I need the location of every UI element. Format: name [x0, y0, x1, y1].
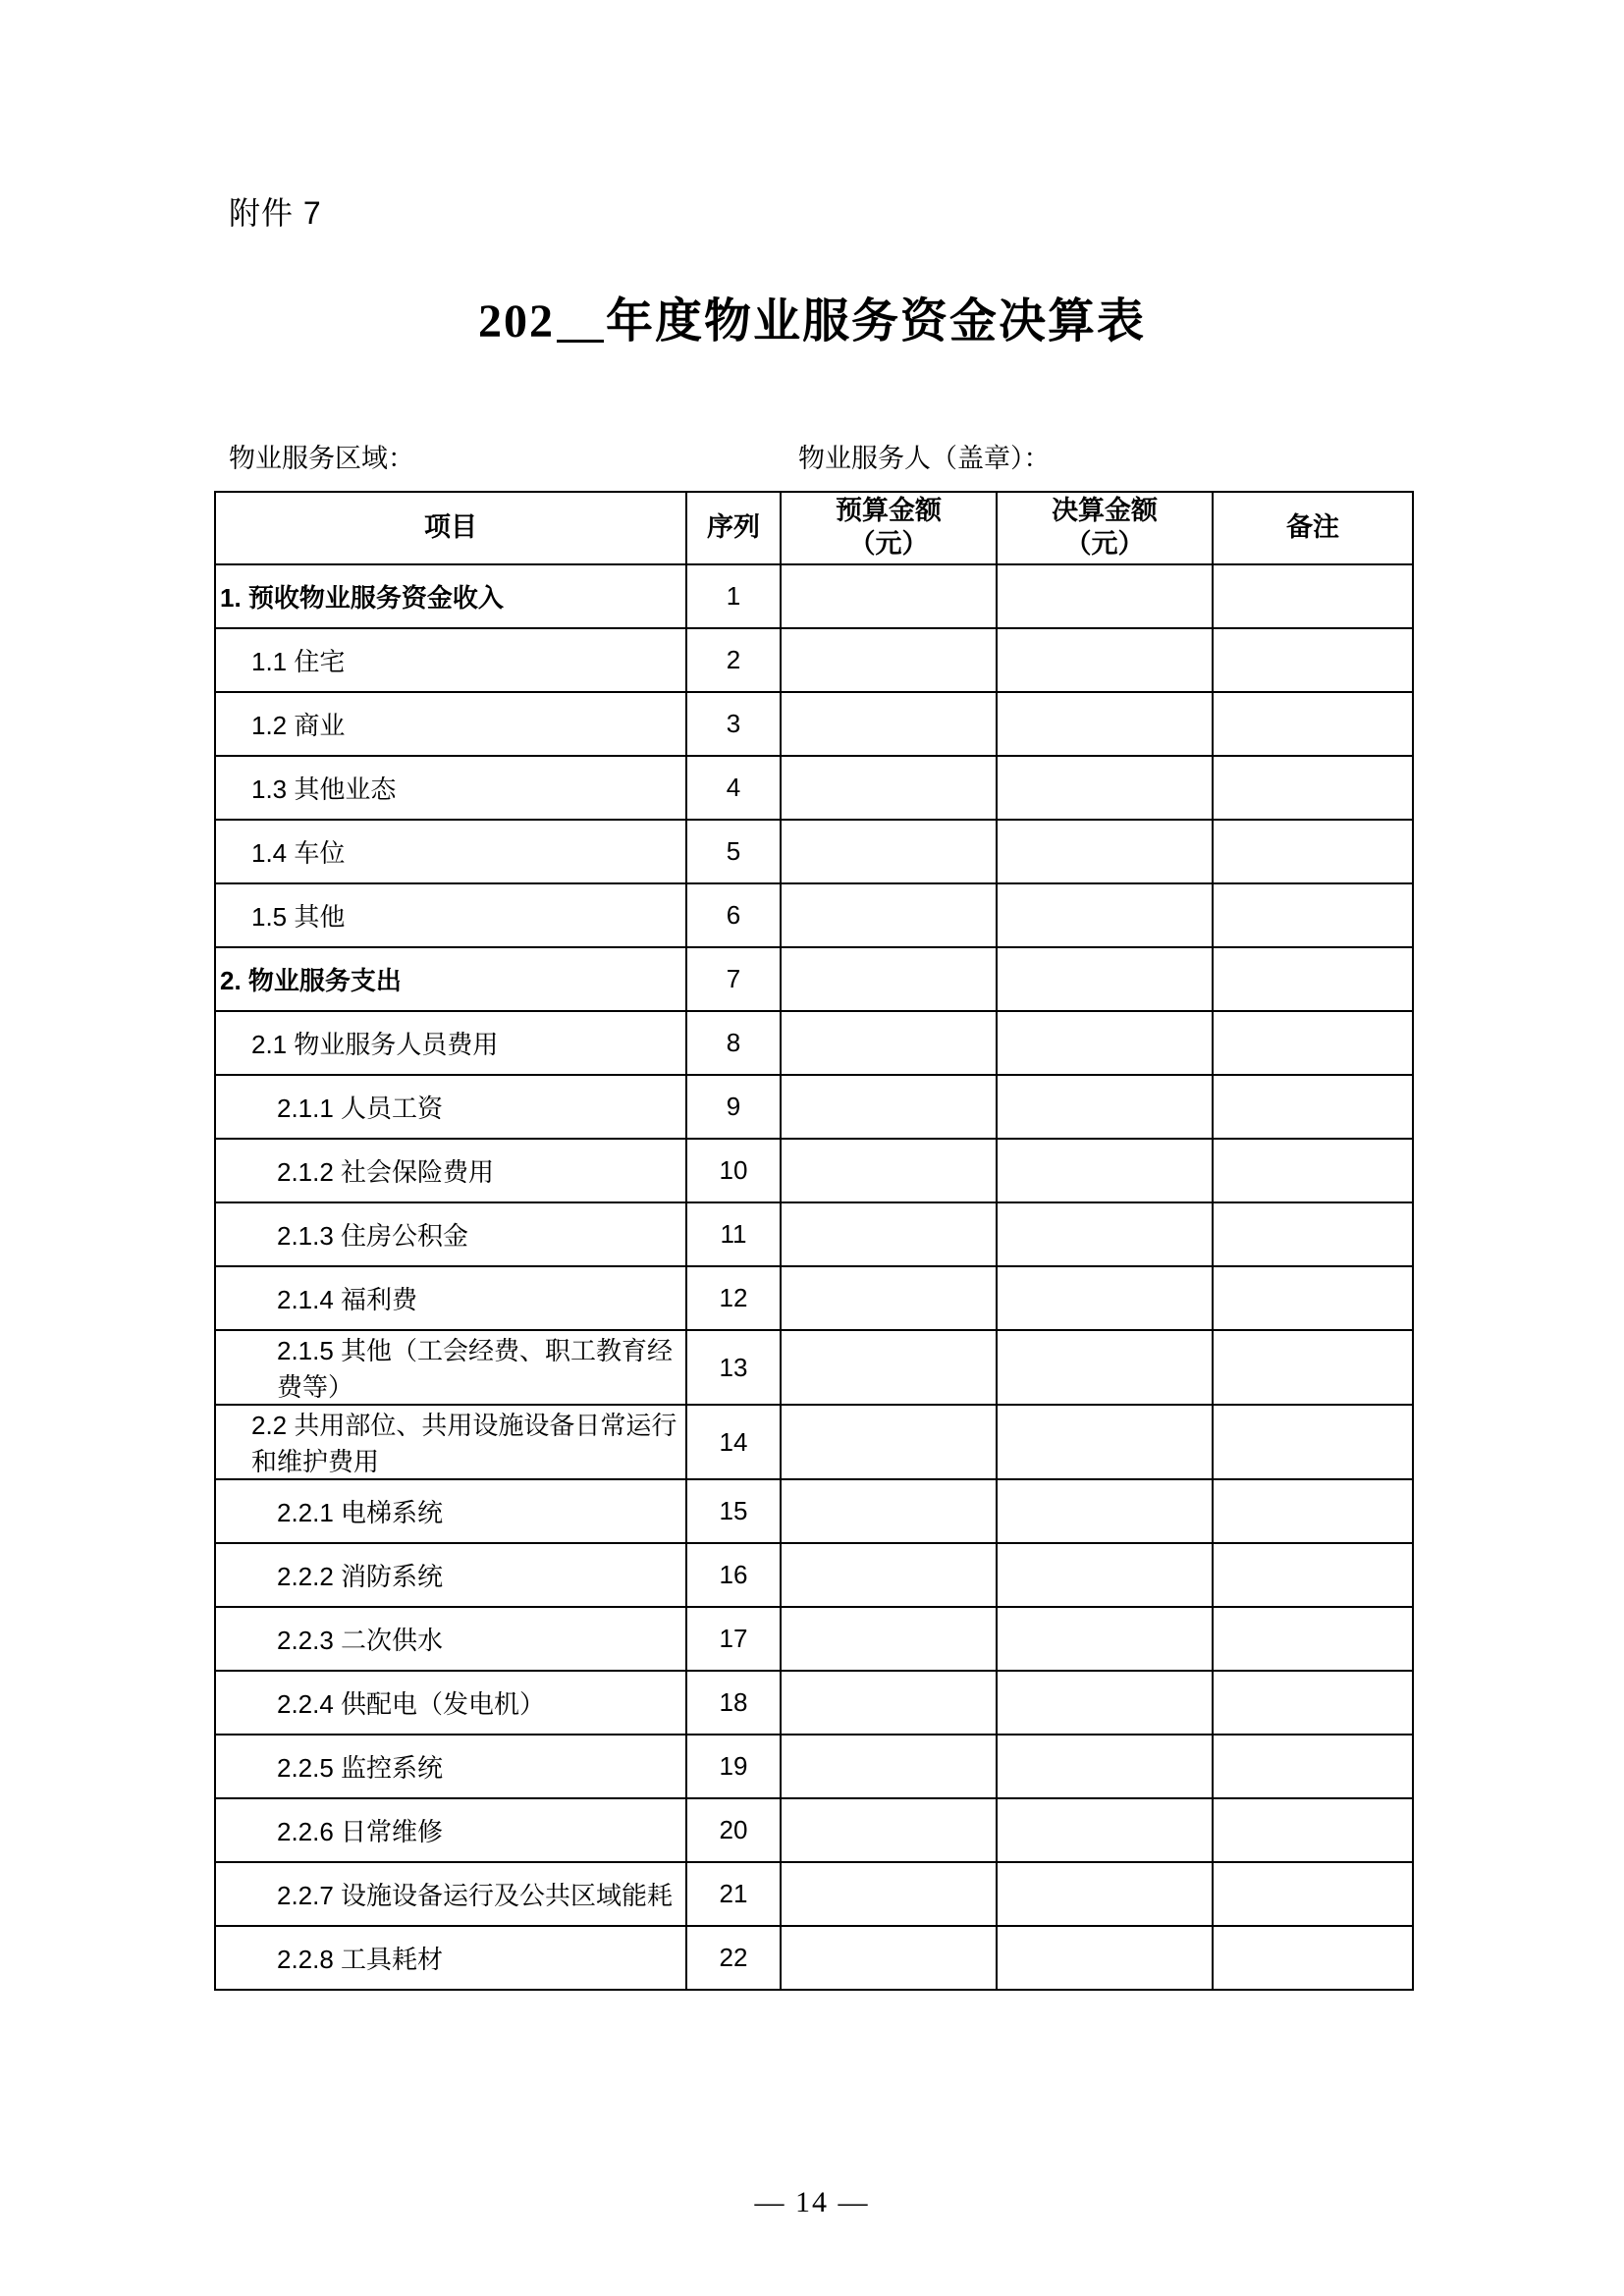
header-final-line2: （元） [1064, 529, 1145, 559]
row-budget-amount[interactable] [781, 1405, 997, 1479]
row-seq: 18 [686, 1671, 781, 1735]
row-budget-amount[interactable] [781, 1011, 997, 1075]
row-remark[interactable] [1213, 756, 1413, 820]
row-item-label [215, 1735, 686, 1798]
row-final-amount[interactable] [997, 756, 1213, 820]
title-suffix: 年度物业服务资金决算表 [605, 295, 1146, 347]
row-final-amount[interactable] [997, 1330, 1213, 1405]
row-item-text: 2. 物业服务支出 [220, 966, 402, 995]
row-final-amount[interactable] [997, 820, 1213, 883]
row-budget-amount[interactable] [781, 1607, 997, 1671]
row-seq: 20 [686, 1798, 781, 1862]
row-budget-amount[interactable] [781, 1139, 997, 1202]
table-row [215, 820, 1413, 883]
row-item-text: 2.2.3 二次供水 [277, 1626, 444, 1655]
row-seq: 11 [686, 1202, 781, 1266]
row-item-label [215, 820, 686, 883]
row-item-label [215, 1798, 686, 1862]
row-item-text: 2.2.2 消防系统 [277, 1562, 444, 1591]
row-item-label [215, 1607, 686, 1671]
row-final-amount[interactable] [997, 564, 1213, 628]
service-provider-label: 物业服务人（盖章）： [798, 444, 1051, 473]
row-budget-amount[interactable] [781, 1075, 997, 1139]
table-row [215, 1011, 1413, 1075]
row-seq: 3 [686, 692, 781, 756]
row-item-label [215, 1202, 686, 1266]
row-item-label [215, 1011, 686, 1075]
row-seq: 22 [686, 1926, 781, 1990]
row-remark[interactable] [1213, 1405, 1413, 1479]
header-remark: 备注 [1213, 492, 1413, 564]
row-budget-amount[interactable] [781, 1926, 997, 1990]
row-budget-amount[interactable] [781, 1479, 997, 1543]
row-item-text: 2.2.8 工具耗材 [277, 1945, 444, 1974]
row-item-text: 2.1.3 住房公积金 [277, 1221, 469, 1251]
table-row [215, 1862, 1413, 1926]
row-budget-amount[interactable] [781, 1202, 997, 1266]
row-remark[interactable] [1213, 1330, 1413, 1405]
title-prefix: 202 [477, 295, 555, 347]
row-item-text: 2.1.4 福利费 [277, 1285, 418, 1314]
row-item-text: 2.2.1 电梯系统 [277, 1498, 444, 1527]
row-item-text: 2.2 共用部位、共用设施设备日常运行和维护费用 [251, 1411, 677, 1476]
row-item-label [215, 1075, 686, 1139]
row-item-label [215, 1862, 686, 1926]
row-remark[interactable] [1213, 1607, 1413, 1671]
row-final-amount[interactable] [997, 1479, 1213, 1543]
row-budget-amount[interactable] [781, 1862, 997, 1926]
row-budget-amount[interactable] [781, 692, 997, 756]
row-item-text: 2.1.2 社会保险费用 [277, 1157, 495, 1187]
row-remark[interactable] [1213, 1862, 1413, 1926]
row-final-amount[interactable] [997, 628, 1213, 692]
row-item-label [215, 1330, 686, 1405]
row-remark[interactable] [1213, 628, 1413, 692]
header-seq: 序列 [686, 492, 781, 564]
row-final-amount[interactable] [997, 692, 1213, 756]
row-final-amount[interactable] [997, 1075, 1213, 1139]
row-remark[interactable] [1213, 883, 1413, 947]
row-item-label [215, 1671, 686, 1735]
row-remark[interactable] [1213, 947, 1413, 1011]
row-item-text: 1.4 车位 [251, 838, 346, 868]
row-item-label [215, 756, 686, 820]
row-seq: 1 [686, 564, 781, 628]
row-item-text: 2.2.4 供配电（发电机） [277, 1689, 546, 1719]
table-row [215, 1075, 1413, 1139]
row-item-label [215, 1926, 686, 1990]
row-final-amount[interactable] [997, 1543, 1213, 1607]
row-seq: 2 [686, 628, 781, 692]
header-budget [781, 492, 997, 564]
row-final-amount[interactable] [997, 1926, 1213, 1990]
row-item-label [215, 1266, 686, 1330]
header-budget-line2: （元） [848, 529, 929, 559]
table-row [215, 1330, 1413, 1405]
row-item-text: 2.2.5 监控系统 [277, 1753, 444, 1783]
row-item-text: 1.1 住宅 [251, 647, 346, 676]
table-body [215, 564, 1413, 1990]
table-row [215, 1139, 1413, 1202]
row-remark[interactable] [1213, 564, 1413, 628]
table-row [215, 564, 1413, 628]
row-budget-amount[interactable] [781, 1671, 997, 1735]
row-item-text: 1.5 其他 [251, 902, 346, 932]
header-item: 项目 [215, 492, 686, 564]
row-remark[interactable] [1213, 1735, 1413, 1798]
row-seq: 8 [686, 1011, 781, 1075]
table-row [215, 756, 1413, 820]
row-remark[interactable] [1213, 1139, 1413, 1202]
row-budget-amount[interactable] [781, 820, 997, 883]
table-row [215, 1479, 1413, 1543]
decision-table [214, 491, 1414, 1991]
row-seq: 4 [686, 756, 781, 820]
row-final-amount[interactable] [997, 1011, 1213, 1075]
row-remark[interactable] [1213, 1266, 1413, 1330]
table-row [215, 1202, 1413, 1266]
row-seq: 17 [686, 1607, 781, 1671]
row-budget-amount[interactable] [781, 947, 997, 1011]
row-final-amount[interactable] [997, 1798, 1213, 1862]
row-remark[interactable] [1213, 1011, 1413, 1075]
row-item-text: 1.2 商业 [251, 711, 346, 740]
row-item-label [215, 564, 686, 628]
row-budget-amount[interactable] [781, 1798, 997, 1862]
row-budget-amount[interactable] [781, 628, 997, 692]
row-seq: 19 [686, 1735, 781, 1798]
row-seq: 21 [686, 1862, 781, 1926]
row-item-label [215, 628, 686, 692]
page-number: — 14 — [754, 2186, 870, 2218]
title-year-blank [557, 340, 604, 343]
row-seq: 5 [686, 820, 781, 883]
table-row [215, 692, 1413, 756]
table-row [215, 1735, 1413, 1798]
row-item-label [215, 692, 686, 756]
table-row [215, 1671, 1413, 1735]
table-row [215, 1926, 1413, 1990]
table-row [215, 1543, 1413, 1607]
row-item-label [215, 883, 686, 947]
table-row [215, 1405, 1413, 1479]
row-item-label [215, 1405, 686, 1479]
row-budget-amount[interactable] [781, 1330, 997, 1405]
row-seq: 16 [686, 1543, 781, 1607]
row-seq: 13 [686, 1330, 781, 1405]
row-item-label [215, 1139, 686, 1202]
row-budget-amount[interactable] [781, 756, 997, 820]
row-budget-amount[interactable] [781, 564, 997, 628]
row-remark[interactable] [1213, 1075, 1413, 1139]
row-final-amount[interactable] [997, 1202, 1213, 1266]
row-seq: 14 [686, 1405, 781, 1479]
row-item-text: 2.1.5 其他（工会经费、职工教育经费等） [277, 1336, 674, 1402]
row-final-amount[interactable] [997, 1671, 1213, 1735]
row-remark[interactable] [1213, 692, 1413, 756]
row-remark[interactable] [1213, 1671, 1413, 1735]
row-remark[interactable] [1213, 1202, 1413, 1266]
row-seq: 9 [686, 1075, 781, 1139]
row-item-label [215, 1479, 686, 1543]
table-row [215, 1607, 1413, 1671]
row-item-label [215, 947, 686, 1011]
row-seq: 10 [686, 1139, 781, 1202]
table-row [215, 1798, 1413, 1862]
table-row [215, 883, 1413, 947]
service-area-label: 物业服务区域： [229, 444, 414, 473]
row-final-amount[interactable] [997, 883, 1213, 947]
attachment-label: 附件 7 [229, 195, 322, 231]
row-final-amount[interactable] [997, 1266, 1213, 1330]
row-final-amount[interactable] [997, 1862, 1213, 1926]
table-row [215, 628, 1413, 692]
row-item-text: 2.1 物业服务人员费用 [251, 1030, 499, 1059]
row-budget-amount[interactable] [781, 1543, 997, 1607]
row-remark[interactable] [1213, 1926, 1413, 1990]
row-item-text: 1. 预收物业服务资金收入 [220, 583, 504, 613]
row-seq: 15 [686, 1479, 781, 1543]
row-item-text: 1.3 其他业态 [251, 774, 397, 804]
row-final-amount[interactable] [997, 1405, 1213, 1479]
row-remark[interactable] [1213, 1543, 1413, 1607]
row-budget-amount[interactable] [781, 1735, 997, 1798]
row-remark[interactable] [1213, 1798, 1413, 1862]
header-final [997, 492, 1213, 564]
row-seq: 12 [686, 1266, 781, 1330]
row-budget-amount[interactable] [781, 883, 997, 947]
row-final-amount[interactable] [997, 947, 1213, 1011]
row-seq: 6 [686, 883, 781, 947]
row-remark[interactable] [1213, 1479, 1413, 1543]
row-item-text: 2.2.6 日常维修 [277, 1817, 444, 1846]
row-item-text: 2.2.7 设施设备运行及公共区域能耗 [277, 1881, 674, 1910]
row-budget-amount[interactable] [781, 1266, 997, 1330]
row-item-label [215, 1543, 686, 1607]
row-final-amount[interactable] [997, 1735, 1213, 1798]
table-header-row [215, 492, 1413, 564]
row-seq: 7 [686, 947, 781, 1011]
row-item-text: 2.1.1 人员工资 [277, 1094, 444, 1123]
page-title [0, 283, 1624, 350]
row-final-amount[interactable] [997, 1139, 1213, 1202]
header-budget-line1: 预算金额 [836, 496, 942, 526]
row-final-amount[interactable] [997, 1607, 1213, 1671]
table-row [215, 1266, 1413, 1330]
header-final-line1: 决算金额 [1052, 496, 1158, 526]
table-row [215, 947, 1413, 1011]
row-remark[interactable] [1213, 820, 1413, 883]
